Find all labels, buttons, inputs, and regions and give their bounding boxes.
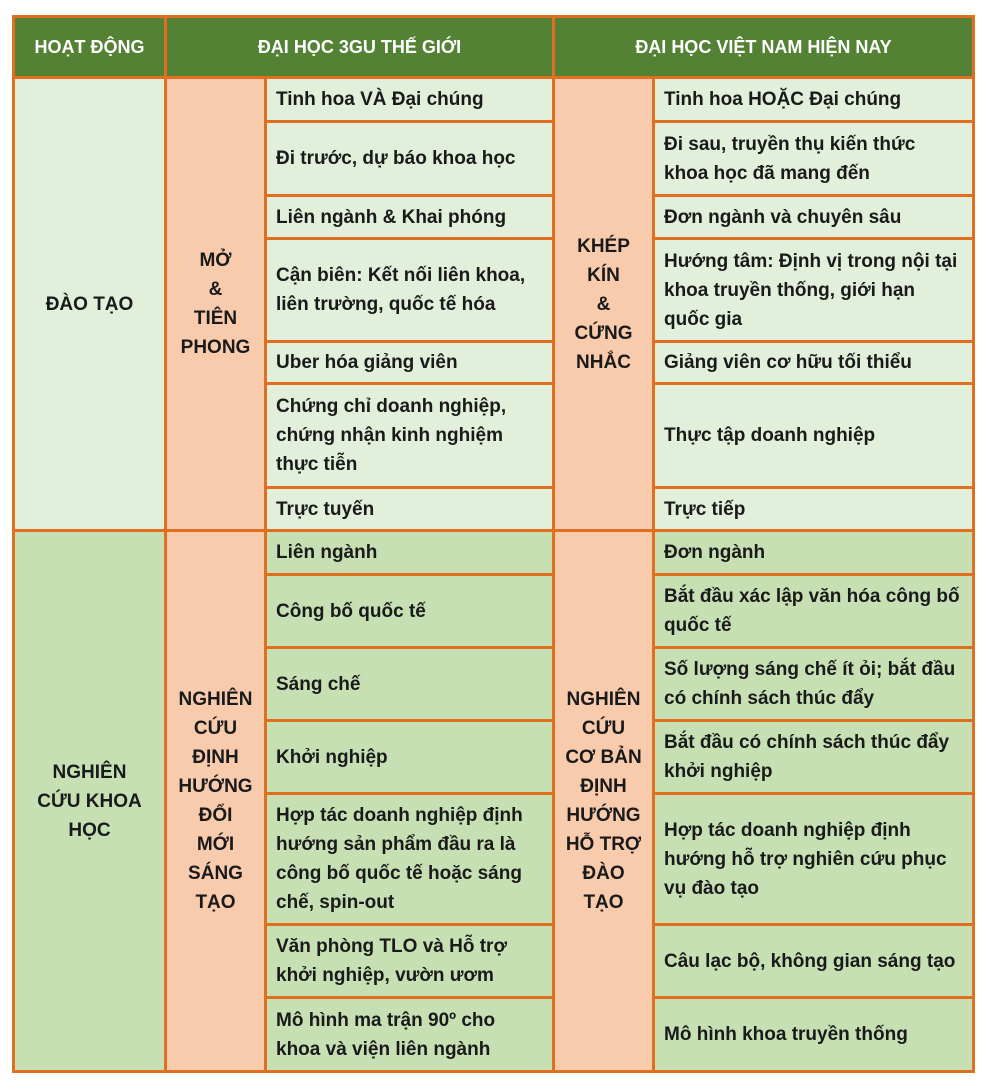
world-research-item: Liên ngành [266, 531, 554, 575]
vn-research-item: Hợp tác doanh nghiệp định hướng hỗ trợ nghiên cứu phục vụ đào tạo [654, 794, 974, 925]
header-activity: HOẠT ĐỘNG [14, 17, 166, 78]
world-training-item: Đi trước, dự báo khoa học [266, 122, 554, 196]
vn-training-item: Trực tiếp [654, 488, 974, 531]
header-world-universities: ĐẠI HỌC 3GU THẾ GIỚI [166, 17, 554, 78]
world-training-item: Chứng chỉ doanh nghiệp, chứng nhận kinh nghiệm thực tiễn [266, 384, 554, 488]
vn-training-item: Đi sau, truyền thụ kiến thức khoa học đã mang đến [654, 122, 974, 196]
header-row [14, 17, 974, 78]
vn-research-direction: NGHIÊN CỨU CƠ BẢN ĐỊNH HƯỚNG HỖ TRỢ ĐÀO TẠO [554, 531, 654, 1072]
world-research-item: Mô hình ma trận 90º cho khoa và viện liên ngành [266, 998, 554, 1072]
vn-training-item: Thực tập doanh nghiệp [654, 384, 974, 488]
vn-research-item: Bắt đầu có chính sách thúc đẩy khởi nghiệp [654, 721, 974, 794]
world-research-direction: NGHIÊN CỨU ĐỊNH HƯỚNG ĐỔI MỚI SÁNG TẠO [166, 531, 266, 1072]
activity-training: ĐÀO TẠO [14, 78, 166, 531]
world-training-direction: MỞ & TIÊN PHONG [166, 78, 266, 531]
vn-research-item: Số lượng sáng chế ít ỏi; bắt đầu có chính sách thúc đẩy [654, 648, 974, 721]
comparison-table [12, 15, 975, 1073]
vn-research-item: Bắt đầu xác lập văn hóa công bố quốc tế [654, 575, 974, 648]
world-research-item: Sáng chế [266, 648, 554, 721]
research-section [14, 531, 974, 1072]
world-training-item: Liên ngành & Khai phóng [266, 196, 554, 239]
vn-training-direction: KHÉP KÍN & CỨNG NHẮC [554, 78, 654, 531]
vn-training-item: Hướng tâm: Định vị trong nội tại khoa truyền thống, giới hạn quốc gia [654, 239, 974, 342]
training-section [14, 78, 974, 531]
vn-training-item: Tinh hoa HOẶC Đại chúng [654, 78, 974, 122]
world-training-item: Cận biên: Kết nối liên khoa, liên trường, quốc tế hóa [266, 239, 554, 342]
vn-training-item: Đơn ngành và chuyên sâu [654, 196, 974, 239]
vn-research-item: Mô hình khoa truyền thống [654, 998, 974, 1072]
header-vietnam-universities: ĐẠI HỌC VIỆT NAM HIỆN NAY [554, 17, 974, 78]
world-training-item: Tinh hoa VÀ Đại chúng [266, 78, 554, 122]
world-research-item: Văn phòng TLO và Hỗ trợ khởi nghiệp, vườn ươm [266, 925, 554, 998]
table-row [14, 531, 974, 575]
world-research-item: Công bố quốc tế [266, 575, 554, 648]
vn-research-item: Đơn ngành [654, 531, 974, 575]
world-research-item: Hợp tác doanh nghiệp định hướng sản phẩm đầu ra là công bố quốc tế hoặc sáng chế, spin-out [266, 794, 554, 925]
activity-research: NGHIÊN CỨU KHOA HỌC [14, 531, 166, 1072]
world-research-item: Khởi nghiệp [266, 721, 554, 794]
world-training-item: Uber hóa giảng viên [266, 342, 554, 384]
vn-research-item: Câu lạc bộ, không gian sáng tạo [654, 925, 974, 998]
vn-training-item: Giảng viên cơ hữu tối thiểu [654, 342, 974, 384]
world-training-item: Trực tuyến [266, 488, 554, 531]
table-row [14, 78, 974, 122]
